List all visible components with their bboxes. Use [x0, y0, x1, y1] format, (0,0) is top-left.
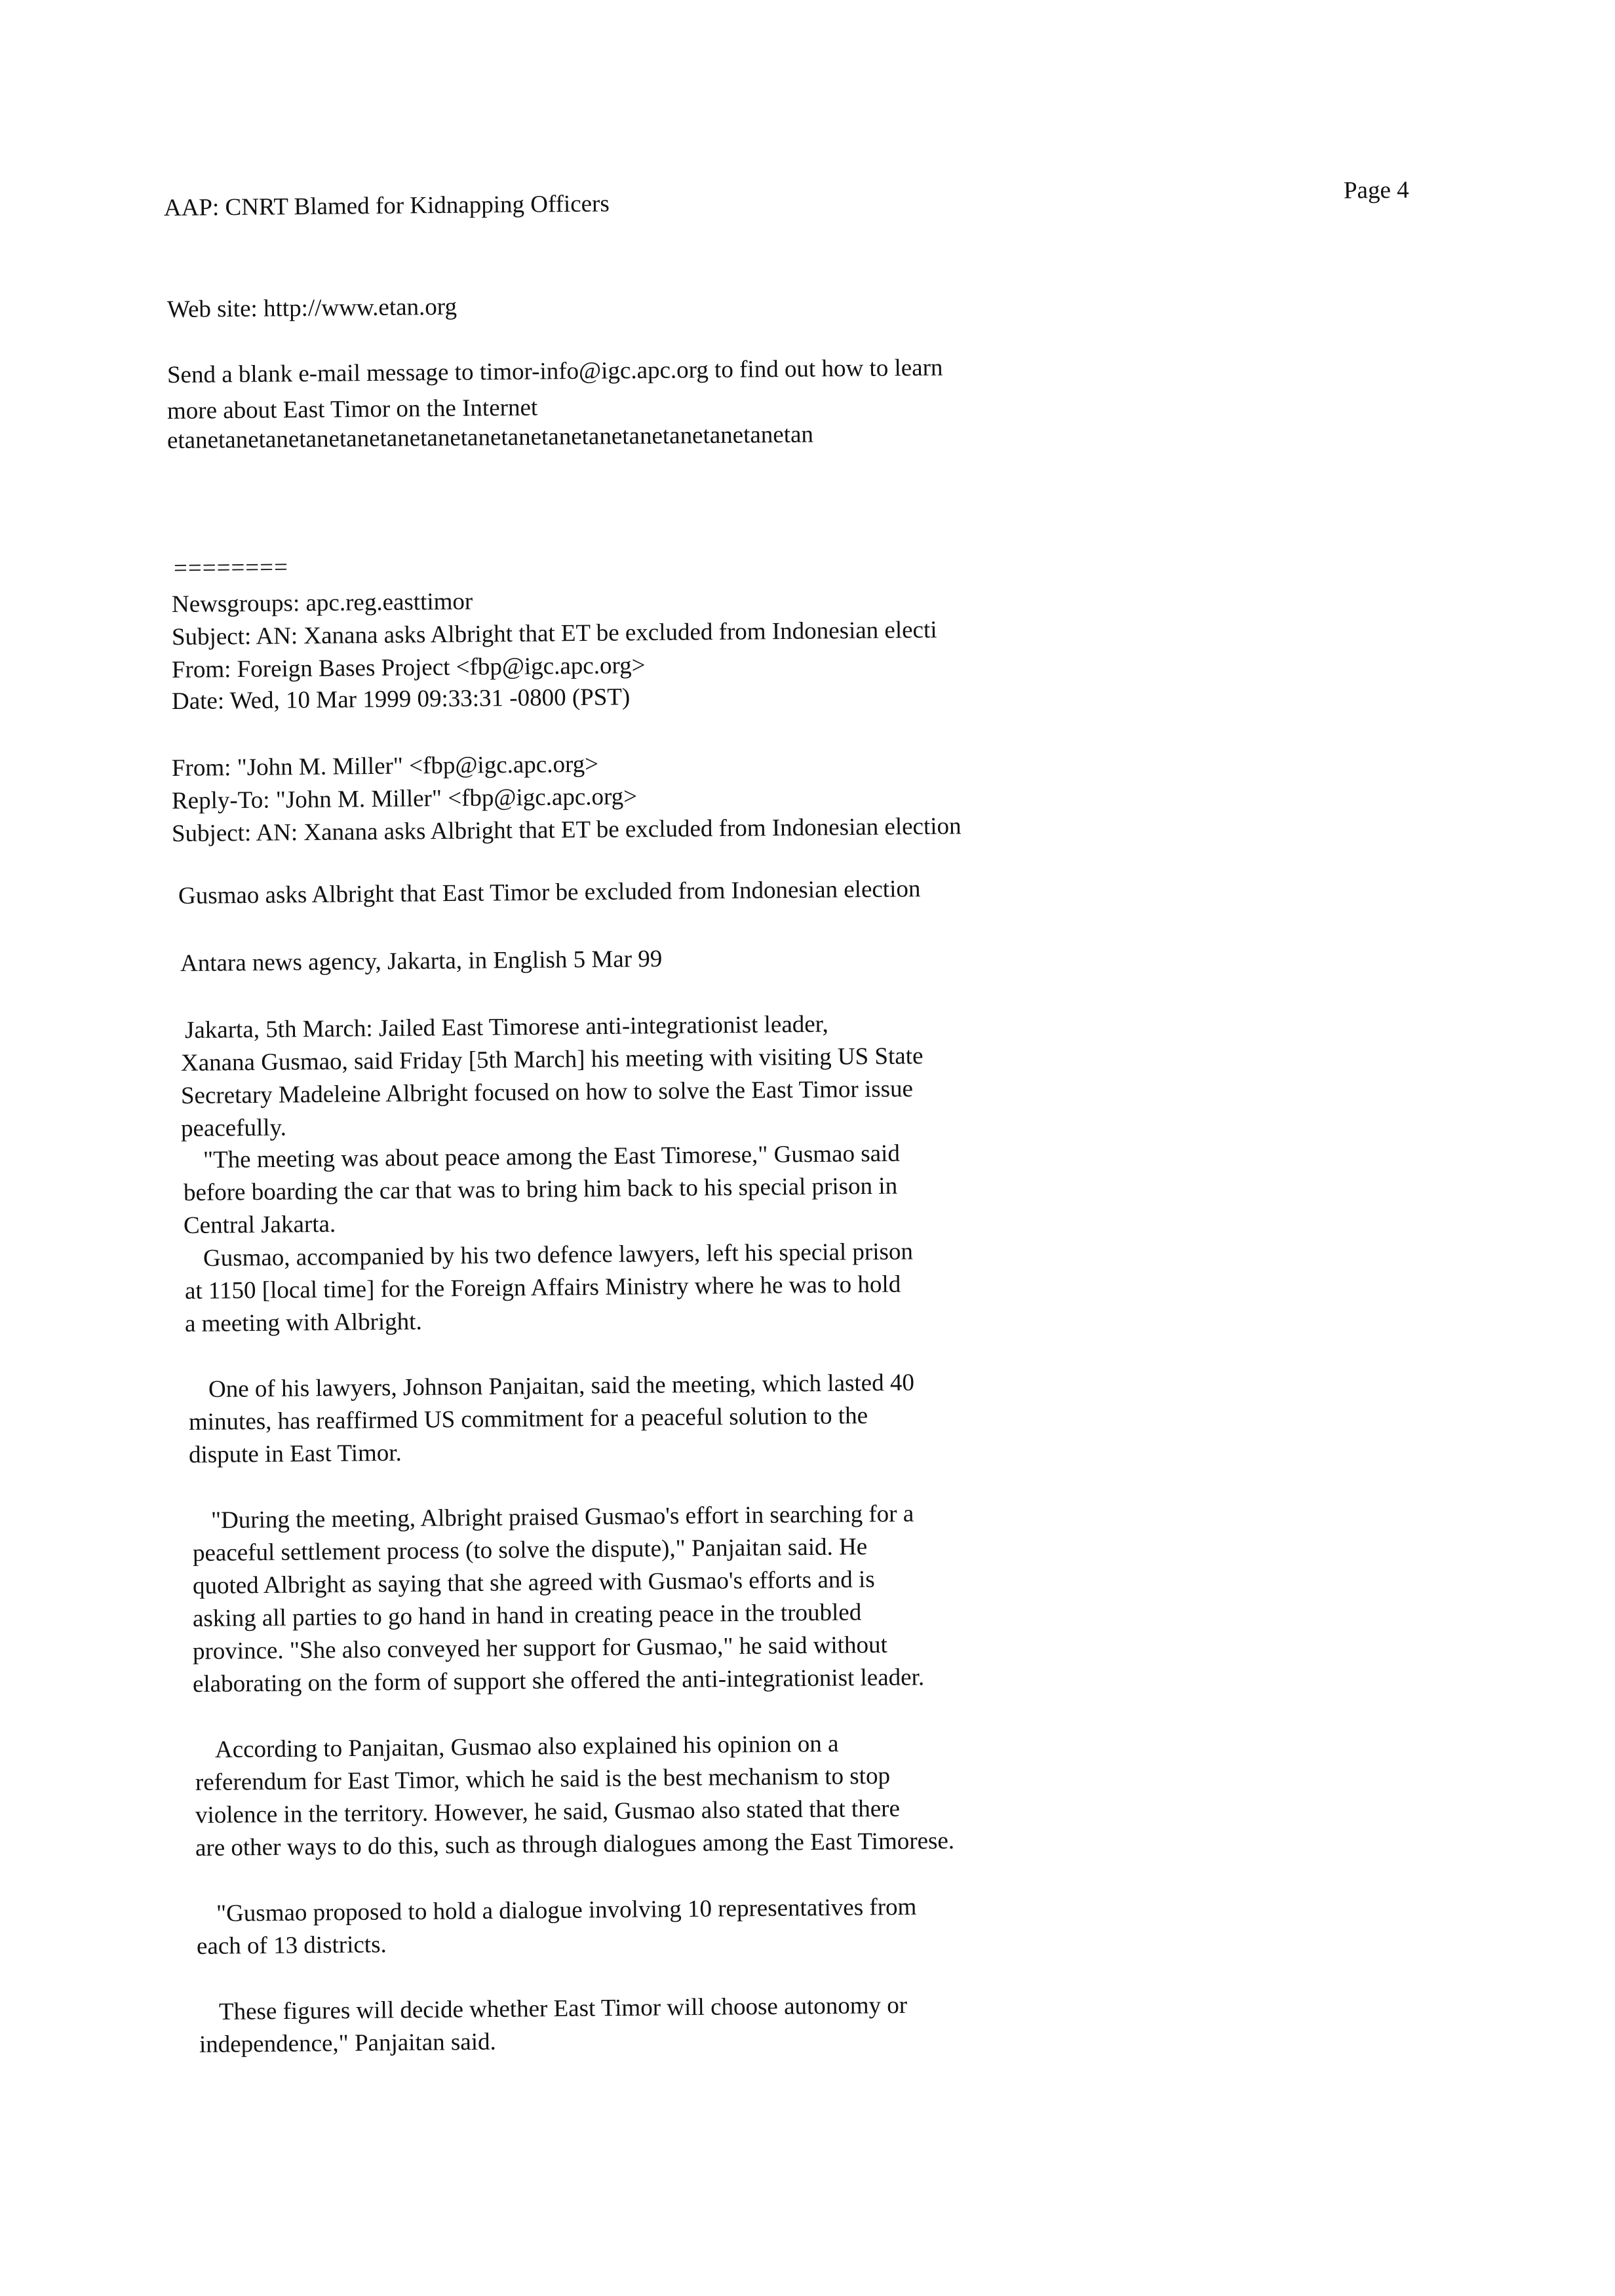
article-line: These figures will decide whether East Timor will choose autonomy or [218, 1991, 908, 2025]
article-line: "The meeting was about peace among the East Timorese," Gusmao said [203, 1139, 901, 1174]
date-line: Date: Wed, 10 Mar 1999 09:33:31 -0800 (PST) [171, 683, 631, 715]
article-line: "Gusmao proposed to hold a dialogue involving 10 representatives from [216, 1893, 917, 1927]
article-line: Central Jakarta. [183, 1210, 336, 1239]
website-line: Web site: http://www.etan.org [166, 293, 457, 323]
forward-from-line: From: "John M. Miller" <fbp@igc.apc.org> [171, 750, 599, 782]
article-line: Xanana Gusmao, said Friday [5th March] his meeting with visiting US State [180, 1043, 924, 1077]
article-line: Gusmao, accompanied by his two defence lawyers, left his special prison [203, 1238, 914, 1272]
article-line: before boarding the car that was to bring him back to his special prison in [183, 1172, 898, 1206]
article-line: peaceful settlement process (to solve the dispute)," Panjaitan said. He [192, 1533, 868, 1567]
page-number: Page 4 [1343, 176, 1409, 204]
article-line: minutes, has reaffirmed US commitment for a peaceful solution to the [188, 1402, 868, 1436]
article-line: referendum for East Timor, which he said is the best mechanism to stop [195, 1762, 891, 1796]
forward-subject-line: Subject: AN: Xanana asks Albright that ET be excluded from Indonesian election [171, 813, 962, 847]
article-line: "During the meeting, Albright praised Gusmao's effort in searching for a [210, 1500, 914, 1534]
blank-mail-line-2: more about East Timor on the Internet [166, 394, 538, 425]
from-line: From: Foreign Bases Project <fbp@igc.apc.org> [171, 652, 646, 683]
article-line: dispute in East Timor. [188, 1439, 402, 1468]
article-line: province. "She also conveyed her support for Gusmao," he said without [192, 1631, 887, 1665]
document-title: AAP: CNRT Blamed for Kidnapping Officers [163, 190, 610, 221]
article-line: quoted Albright as saying that she agreed with Gusmao's efforts and is [192, 1566, 875, 1599]
article-line: According to Panjaitan, Gusmao also explained his opinion on a [214, 1730, 839, 1763]
article-line: elaborating on the form of support she offered the anti-integrationist leader. [192, 1664, 925, 1698]
article-line: are other ways to do this, such as through dialogues among the East Timorese. [195, 1827, 955, 1862]
article-line: asking all parties to go hand in hand in creating peace in the troubled [192, 1599, 862, 1632]
subject-line: Subject: AN: Xanana asks Albright that ET be excluded from Indonesian electi [171, 616, 937, 651]
article-line: One of his lawyers, Johnson Panjaitan, said the meeting, which lasted 40 [208, 1369, 915, 1403]
newsgroups-line: Newsgroups: apc.reg.easttimor [171, 588, 473, 618]
article-line: peacefully. [180, 1114, 287, 1142]
article-line: at 1150 [local time] for the Foreign Affairs Ministry where he was to hold [184, 1271, 901, 1305]
separator-line: ======== [173, 554, 289, 582]
article-line: each of 13 districts. [196, 1931, 387, 1960]
article-line: Jakarta, 5th March: Jailed East Timorese anti-integrationist leader, [184, 1010, 828, 1044]
article-line: violence in the territory. However, he said, Gusmao also stated that there [195, 1795, 901, 1829]
article-line: independence," Panjaitan said. [199, 2028, 496, 2058]
article-source: Antara news agency, Jakarta, in English 5 Mar 99 [180, 945, 663, 977]
etan-repeat-line: etanetanetanetanetanetanetanetanetanetanetanetanetanetanetanetan [166, 421, 814, 454]
blank-mail-line-1: Send a blank e-mail message to timor-info@igc.apc.org to find out how to learn [166, 354, 943, 389]
article-headline: Gusmao asks Albright that East Timor be excluded from Indonesian election [178, 875, 921, 909]
reply-to-line: Reply-To: "John M. Miller" <fbp@igc.apc.org> [171, 783, 638, 814]
article-line: a meeting with Albright. [184, 1308, 422, 1337]
article-line: Secretary Madeleine Albright focused on how to solve the East Timor issue [180, 1075, 914, 1109]
